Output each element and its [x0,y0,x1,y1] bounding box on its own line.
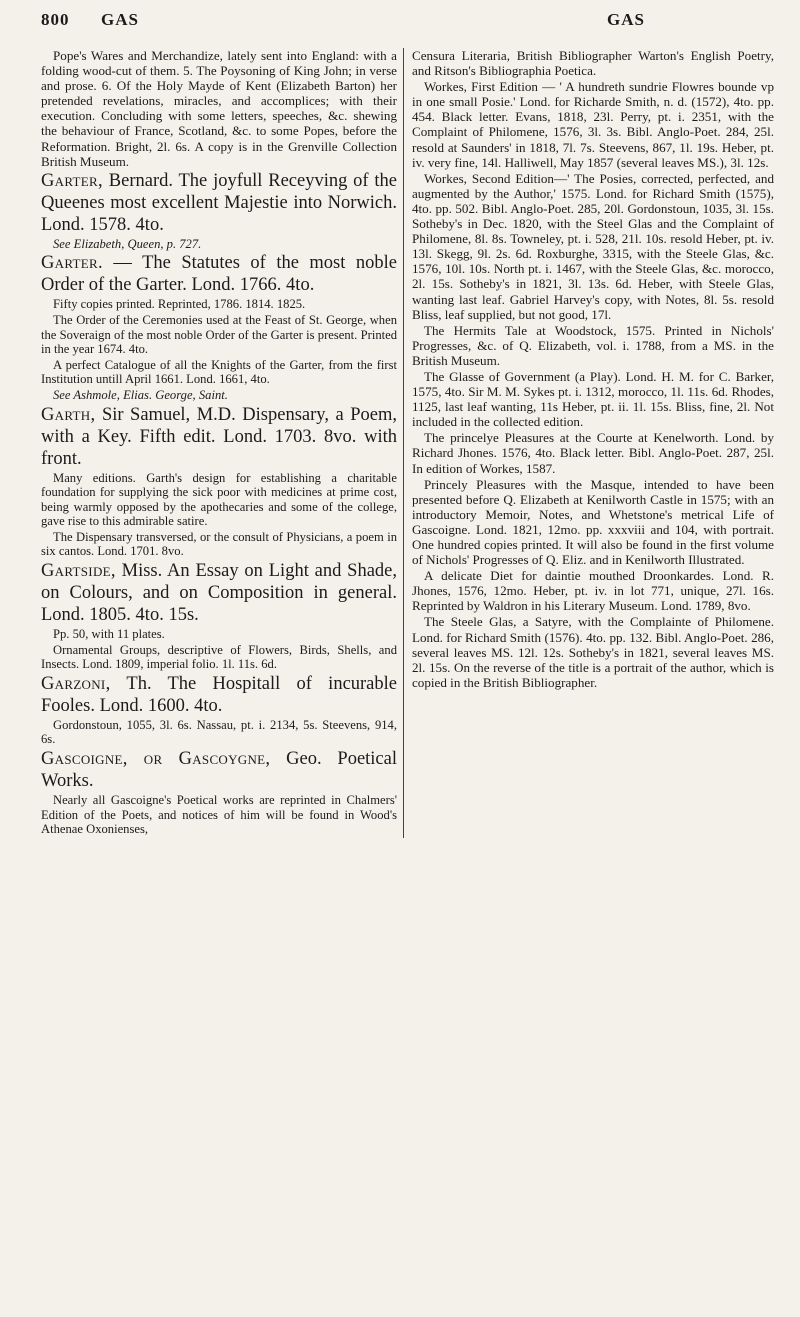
page-number: 800 [41,10,70,29]
paragraph: Workes, Second Edition—' The Posies, corrected, perfected, and augmented by the Author,' 1575. Lond. for Richard Smith (1575), 4to. pp. 502. Bibl. Anglo-Poet. 285, 20l. Gordonstoun, 1035, 3l. 15s. Sotheby's in Dec. 1820, with the Steel Glas and the Complaint of Philomene, 8l. 8s. Towneley, pt. i. 528, 21l. 10s. resold Heber, pt. iv. 13l. Skegg, 9l. 2s. 6d. Roxburghe, 3315, with the Steele Glas, &c. 1576, 10l. 10s. North pt. i. 1467, with the Steele Glas, &c. morocco, 2l. 15s. Sotheby's in 1821, 3l. 13s. 6d. Heber, with Steele Glas, wanting last leaf. Gabriel Harvey's copy, with Notes, 8l. 5s. resold Bliss, leaf supplied, but not good, 17l. [412,170,774,322]
note: Fifty copies printed. Reprinted, 1786. 1814. 1825. [53,297,306,312]
paragraph: The Hermits Tale at Woodstock, 1575. Printed in Nichols' Progresses, &c. of Q. Elizabeth, vol. i. 1788, from a MS. in the British Museum. [412,322,774,368]
entry-heading: Garth, [41,404,96,425]
note: A perfect Catalogue of all the Knights of the Garter, from the first Institution untill April 1661. Lond. 1661, 4to. [41,357,397,387]
paragraph: Princely Pleasures with the Masque, intended to have been presented before Q. Elizabeth at Kenilworth Castle in 1575; with an introductory Memoir, Notes, and Whetstone's metrical Life of Gascoigne. Lond. 1821, 12mo. pp. xxxviii and 104, with portrait. One hundred copies printed. It will also be found in the first volume of Nichols' Progresses of Q. Eliz. and in Kenilworth Illustrated. [412,476,774,568]
entry-title: Bernard. The joyfull Receyving of the Queenes most excellent Majestie into Norwich. Lond. 1578. 4to. [41,170,398,235]
entry-title: Miss. An Essay on Light and Shade, on Colours, and on Composition in general. Lond. 1805. 4to. 15s. [41,561,398,626]
entry-gartside [41,560,397,626]
note: The Dispensary transversed, or the consult of Physicians, a poem in six cantos. Lond. 1701. 8vo. [41,529,397,559]
right-column [403,48,774,838]
entry-heading: Gartside, [41,561,116,582]
note: Nearly all Gascoigne's Poetical works are reprinted in Chalmers' Edition of the Poets, and notices of him will be found in Wood's Athenae Oxonienses, [41,793,397,837]
see-reference: See Ashmole, Elias. George, Saint. [53,387,228,402]
entry-title: — The Statutes of the most noble Order of the Garter. Lond. 1766. 4to. [41,253,397,296]
paragraph: Censura Literaria, British Bibliographer Warton's English Poetry, and Ritson's Bibliographia Poetica. [412,48,774,79]
text-columns [41,48,774,838]
entry-garzoni [41,673,397,717]
note: Many editions. Garth's design for establishing a charitable foundation for supplying the sick poor with medicines at prime cost, being warmly opposed by the apothecaries and some of the college, gave rise to this admirable satire. [41,470,397,529]
entry-garter [41,170,397,236]
note: Gordonstoun, 1055, 3l. 6s. Nassau, pt. i. 2134, 5s. Steevens, 914, 6s. [41,717,397,747]
left-column [41,48,403,838]
entry-title: Th. The Hospitall of incurable Fooles. Lond. 1600. 4to. [41,673,397,716]
paragraph: The princelye Pleasures at the Courte at Kenelworth. Lond. by Richard Jhones. 1576, 4to. Black letter. Bibl. Anglo-Poet. 287, 25l. In edition of Workes, 1587. [412,430,774,476]
entry-heading: Gascoigne, or Gascoygne, [41,749,271,770]
paragraph: Workes, First Edition — ' A hundreth sundrie Flowres bounde vp in one small Posie.' Lond. for Richarde Smith, n. d. (1572), 4to. pp. 454. Black letter. Evans, 1818, 23l. Perry, pt. i. 2351, with the Complaint of Philomene, 1576, 3l. 3s. Bibl. Anglo-Poet. 284, 25l. resold at Saunders' in 1818, 7l. 7s. Steevens, 867, 1l. 19s. Heber, pt. iv. very fine, 14l. Halliwell, May 1857 (several leaves MS.), 3l. 12s. [412,79,774,170]
paragraph: A delicate Diet for daintie mouthed Droonkardes. Lond. R. Jhones, 1576, 12mo. Heber, pt. iv. in lot 771, unique, 27l. 16s. Reprinted by Waldron in his Literary Museum. Lond. 1789, 8vo. [412,568,774,614]
note: Ornamental Groups, descriptive of Flowers, Birds, Shells, and Insects. Lond. 1809, imperial folio. 1l. 11s. 6d. [41,642,397,672]
entry-title: Sir Samuel, M.D. Dispensary, a Poem, with a Key. Fifth edit. Lond. 1703. 8vo. with front. [41,404,397,469]
paragraph: Pope's Wares and Merchandize, lately sent into England: with a folding wood-cut of them. 5. The Poysoning of King John; in verse and prose. 6. Of the Holy Mayde of Kent (Elizabeth Barton) her pretended revelations, miracles, and accomplices; with their execution. Concluding with some letters, speeches, &c. shewing the behaviour of France, Scotland, &c. to some Popes, before the Reformation. Bright, 2l. 6s. A copy is in the Grenville Collection British Museum. [41,48,397,169]
running-header [41,8,772,48]
note: Pp. 50, with 11 plates. [53,627,165,642]
paragraph: The Steele Glas, a Satyre, with the Complainte of Philomene. Lond. for Richard Smith (1576). 4to. pp. 132. Bibl. Anglo-Poet. 286, several leaves MS. 12l. 12s. Sotheby's in 1821, several leaves MS. 2l. 15s. On the reverse of the title is a portrait of the author, which is copied in the British Bibliographer. [412,614,774,690]
see-reference: See Elizabeth, Queen, p. 727. [53,236,202,251]
entry-heading: Garzoni, [41,673,111,694]
entry-garter-statutes [41,252,397,296]
entry-heading: Garter, [41,170,103,191]
entry-title: Geo. Poetical Works. [41,749,397,792]
entry-gascoigne [41,748,397,792]
paragraph: The Glasse of Government (a Play). Lond. H. M. for C. Barker, 1575, 4to. Sir M. M. Sykes pt. i. 1312, morocco, 1l. 11s. 6d. Rhodes, 1125, last leaf wanting, 11s Heber, pt. ii. 1l. 15s. Bliss, fine, 2l. Not included in the collected edition. [412,368,774,430]
note: The Order of the Ceremonies used at the Feast of St. George, when the Soveraign of the most noble Order of the Garter is present. Printed in the year 1674. 4to. [41,312,397,357]
header-right: GAS [607,10,645,29]
entry-heading: Garter. [41,253,103,274]
entry-garth [41,404,397,470]
header-left: GAS [101,10,139,29]
